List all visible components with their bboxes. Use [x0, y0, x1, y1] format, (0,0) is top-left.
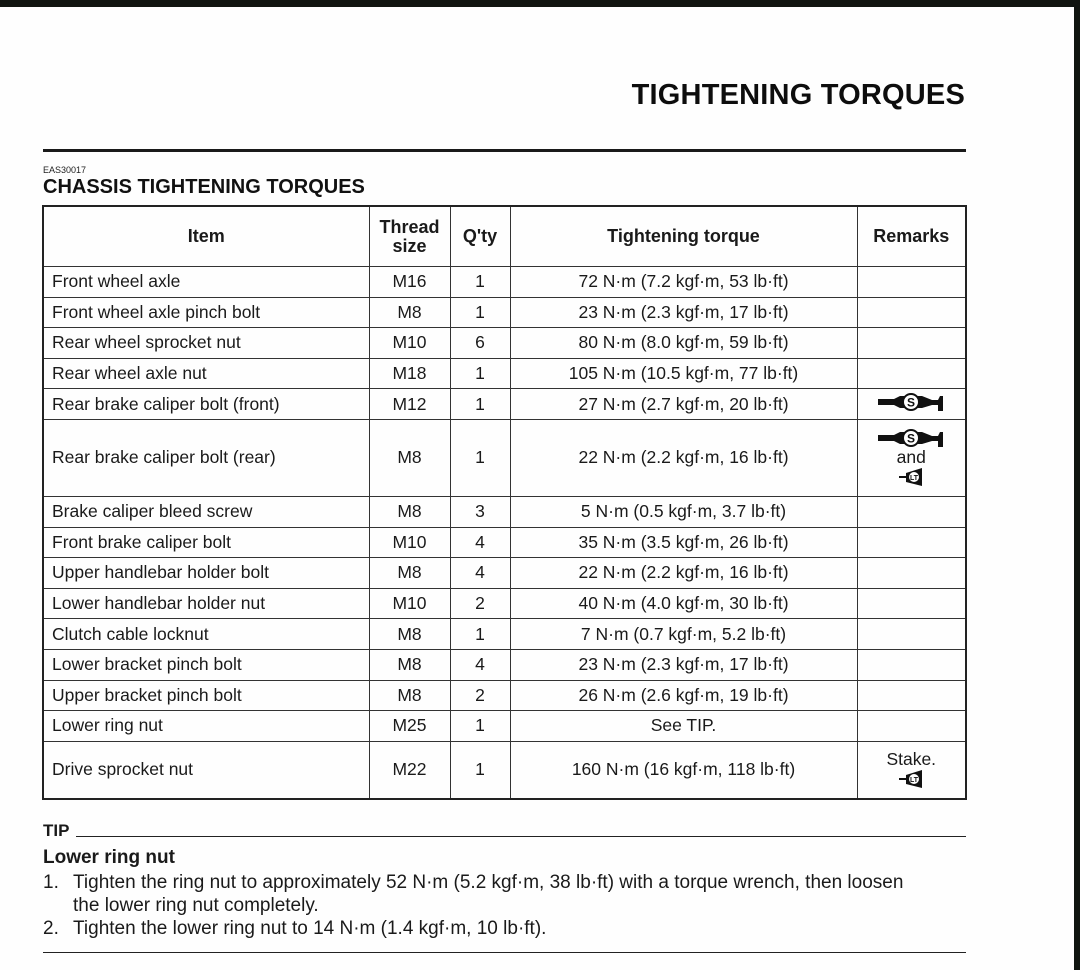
- item-cell: Brake caliper bleed screw: [43, 496, 369, 527]
- table-row: [43, 558, 966, 589]
- manual-page: [0, 7, 1074, 970]
- torque-cell: 105 N·m (10.5 kgf·m, 77 lb·ft): [510, 358, 857, 389]
- page-title: TIGHTENING TORQUES: [631, 79, 965, 111]
- table-row: [43, 527, 966, 558]
- tip-step-number: 1.: [43, 872, 59, 893]
- item-cell: Clutch cable locknut: [43, 619, 369, 650]
- qty-cell: 2: [450, 588, 510, 619]
- item-cell: Lower ring nut: [43, 711, 369, 742]
- table-header-row: [43, 206, 966, 267]
- thread-line2: size: [392, 235, 427, 256]
- remarks-cell: [857, 680, 966, 711]
- table-row: [43, 328, 966, 359]
- item-cell: Lower bracket pinch bolt: [43, 649, 369, 680]
- item-cell: Rear wheel sprocket nut: [43, 328, 369, 359]
- qty-cell: 1: [450, 619, 510, 650]
- column-header-remarks: Remarks: [857, 206, 966, 267]
- thread-size-cell: M8: [369, 297, 450, 328]
- torque-cell: 22 N·m (2.2 kgf·m, 16 lb·ft): [510, 558, 857, 589]
- thread-line1: Thread: [379, 216, 440, 237]
- torque-cell: 35 N·m (3.5 kgf·m, 26 lb·ft): [510, 527, 857, 558]
- silicone-grease-icon: [876, 428, 946, 448]
- tip-label: TIP: [43, 821, 70, 840]
- locking-agent-icon: [898, 769, 924, 789]
- remarks-cell: [857, 419, 966, 496]
- table-row: [43, 649, 966, 680]
- remarks-cell: [857, 358, 966, 389]
- qty-cell: 1: [450, 267, 510, 298]
- tip-steps: [43, 871, 968, 940]
- thread-size-cell: M8: [369, 649, 450, 680]
- tip-step: [43, 871, 968, 917]
- qty-cell: 4: [450, 558, 510, 589]
- thread-size-cell: M8: [369, 419, 450, 496]
- qty-cell: 4: [450, 649, 510, 680]
- remarks-and: and: [896, 447, 926, 468]
- section-code: EAS30017: [43, 165, 87, 175]
- table-row: [43, 680, 966, 711]
- qty-cell: 1: [450, 297, 510, 328]
- remarks-cell: [857, 711, 966, 742]
- qty-cell: 2: [450, 680, 510, 711]
- table-row: [43, 389, 966, 420]
- item-cell: Front wheel axle pinch bolt: [43, 297, 369, 328]
- table-row: [43, 358, 966, 389]
- column-header-thread-size: [369, 206, 450, 267]
- svg-text:S: S: [907, 395, 916, 410]
- remarks-cell: [857, 389, 966, 420]
- torque-cell: 160 N·m (16 kgf·m, 118 lb·ft): [510, 741, 857, 799]
- remarks-cell: [857, 527, 966, 558]
- svg-text:LT: LT: [910, 777, 919, 785]
- tip-rule: [76, 836, 966, 837]
- item-cell: Front wheel axle: [43, 267, 369, 298]
- torque-cell: 72 N·m (7.2 kgf·m, 53 lb·ft): [510, 267, 857, 298]
- table-row: [43, 588, 966, 619]
- thread-size-cell: M8: [369, 558, 450, 589]
- item-cell: Rear brake caliper bolt (rear): [43, 419, 369, 496]
- remarks-cell: [857, 328, 966, 359]
- qty-cell: 1: [450, 419, 510, 496]
- item-cell: Upper handlebar holder bolt: [43, 558, 369, 589]
- thread-size-cell: M10: [369, 527, 450, 558]
- table-row: [43, 496, 966, 527]
- remarks-cell: [857, 619, 966, 650]
- qty-cell: 1: [450, 741, 510, 799]
- table-row: [43, 741, 966, 799]
- tip-bottom-rule: [43, 952, 966, 953]
- torque-cell: 80 N·m (8.0 kgf·m, 59 lb·ft): [510, 328, 857, 359]
- qty-cell: 6: [450, 328, 510, 359]
- column-header-qty: Q'ty: [450, 206, 510, 267]
- section-title: CHASSIS TIGHTENING TORQUES: [43, 176, 365, 198]
- tip-step-line: the lower ring nut completely.: [73, 895, 319, 916]
- thread-size-cell: M8: [369, 496, 450, 527]
- table-row: [43, 711, 966, 742]
- thread-size-cell: M16: [369, 267, 450, 298]
- torque-cell: 7 N·m (0.7 kgf·m, 5.2 lb·ft): [510, 619, 857, 650]
- remarks-cell: [857, 267, 966, 298]
- column-header-item: Item: [43, 206, 369, 267]
- remarks-cell: [857, 558, 966, 589]
- torque-cell: 23 N·m (2.3 kgf·m, 17 lb·ft): [510, 649, 857, 680]
- item-cell: Lower handlebar holder nut: [43, 588, 369, 619]
- remarks-cell: [857, 649, 966, 680]
- table-row: [43, 297, 966, 328]
- thread-size-cell: M10: [369, 588, 450, 619]
- tip-step-line: Tighten the ring nut to approximately 52 N·m (5.2 kgf·m, 38 lb·ft) with a torque wrench, then loosen: [73, 872, 904, 893]
- tip-step-number: 2.: [43, 918, 59, 939]
- item-cell: Upper bracket pinch bolt: [43, 680, 369, 711]
- torque-cell: 27 N·m (2.7 kgf·m, 20 lb·ft): [510, 389, 857, 420]
- thread-size-cell: M8: [369, 680, 450, 711]
- torque-table: [42, 205, 967, 800]
- thread-size-cell: M8: [369, 619, 450, 650]
- thread-size-cell: M25: [369, 711, 450, 742]
- item-cell: Rear brake caliper bolt (front): [43, 389, 369, 420]
- column-header-torque: Tightening torque: [510, 206, 857, 267]
- qty-cell: 1: [450, 358, 510, 389]
- tip-step: [43, 917, 968, 940]
- table-row: [43, 267, 966, 298]
- remarks-cell: [857, 297, 966, 328]
- silicone-grease-icon: [876, 392, 946, 412]
- remarks-cell: [857, 496, 966, 527]
- remarks-stake: Stake.: [886, 749, 937, 770]
- table-row: [43, 619, 966, 650]
- item-cell: Rear wheel axle nut: [43, 358, 369, 389]
- qty-cell: 1: [450, 389, 510, 420]
- torque-cell: 26 N·m (2.6 kgf·m, 19 lb·ft): [510, 680, 857, 711]
- table-row: [43, 419, 966, 496]
- locking-agent-icon: [898, 467, 924, 487]
- qty-cell: 3: [450, 496, 510, 527]
- svg-text:S: S: [907, 431, 916, 446]
- qty-cell: 1: [450, 711, 510, 742]
- svg-text:LT: LT: [910, 475, 919, 483]
- torque-cell: 22 N·m (2.2 kgf·m, 16 lb·ft): [510, 419, 857, 496]
- remarks-cell: [857, 741, 966, 799]
- tip-heading: Lower ring nut: [43, 847, 175, 868]
- torque-cell: 40 N·m (4.0 kgf·m, 30 lb·ft): [510, 588, 857, 619]
- thread-size-cell: M10: [369, 328, 450, 359]
- torque-cell: 5 N·m (0.5 kgf·m, 3.7 lb·ft): [510, 496, 857, 527]
- qty-cell: 4: [450, 527, 510, 558]
- tip-step-text: [73, 871, 903, 917]
- thread-size-cell: M18: [369, 358, 450, 389]
- torque-cell: See TIP.: [510, 711, 857, 742]
- item-cell: Drive sprocket nut: [43, 741, 369, 799]
- item-cell: Front brake caliper bolt: [43, 527, 369, 558]
- thread-size-cell: M12: [369, 389, 450, 420]
- thread-size-cell: M22: [369, 741, 450, 799]
- remarks-cell: [857, 588, 966, 619]
- header-rule: [43, 149, 966, 152]
- tip-step-text: Tighten the lower ring nut to 14 N·m (1.4 kgf·m, 10 lb·ft).: [73, 918, 547, 939]
- torque-cell: 23 N·m (2.3 kgf·m, 17 lb·ft): [510, 297, 857, 328]
